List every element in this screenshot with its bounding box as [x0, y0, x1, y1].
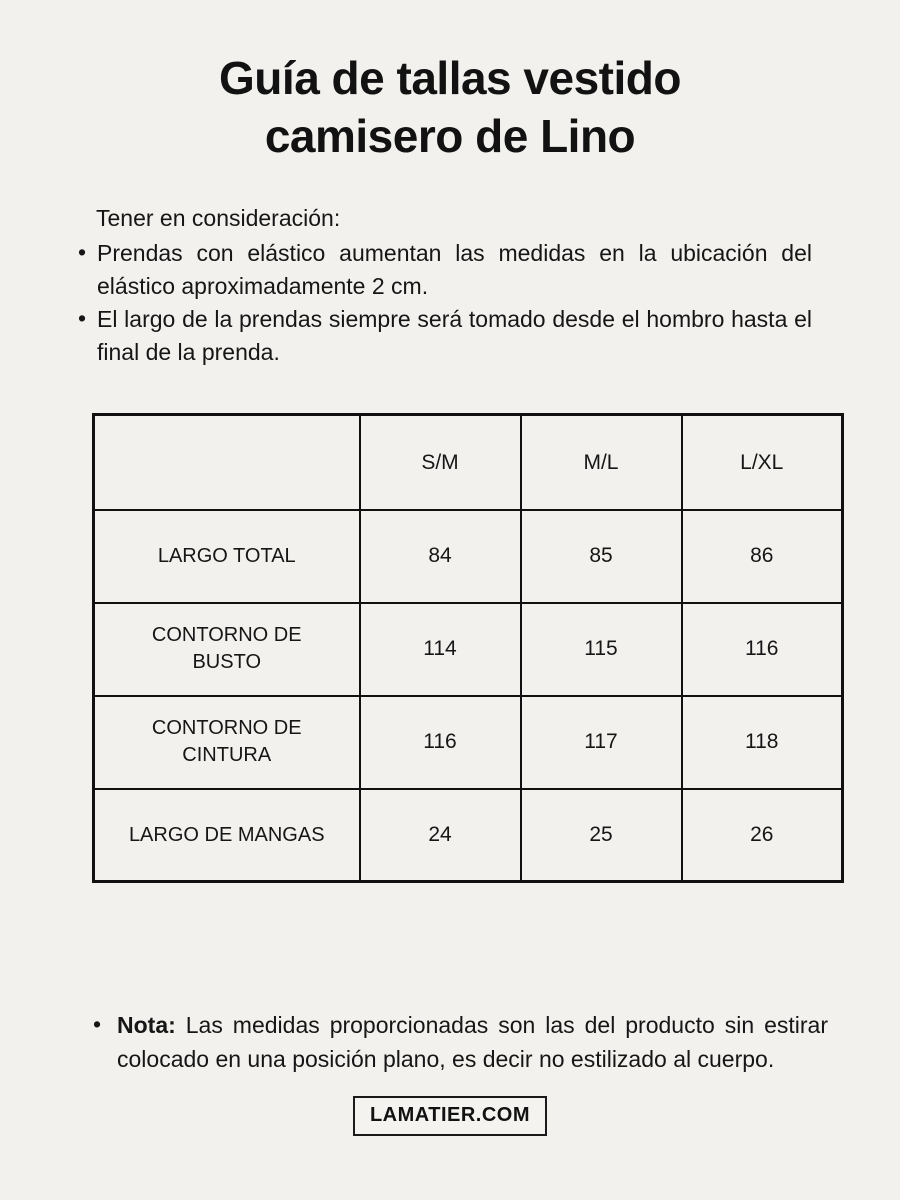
- bullet-icon: •: [78, 305, 87, 332]
- note-text: Las medidas proporcionadas son las del producto sin estirar colocado en una posición plano, es decir no estilizado al cuerpo.: [117, 1012, 828, 1072]
- row-label: LARGO TOTAL: [94, 510, 360, 603]
- footer: [0, 1096, 900, 1136]
- size-table-header-row: [94, 415, 843, 510]
- bullet-icon: •: [93, 1011, 102, 1038]
- cell-value: 117: [521, 696, 682, 789]
- header-cell-empty: [94, 415, 360, 510]
- row-label: CONTORNO DE CINTURA: [94, 696, 360, 789]
- cell-value: 26: [682, 789, 843, 882]
- bullet-icon: •: [78, 239, 87, 266]
- consideration-item: [78, 237, 812, 303]
- header-cell-lxl: L/XL: [682, 415, 843, 510]
- note-label: Nota:: [117, 1012, 176, 1039]
- table-row-largo-mangas: [94, 789, 843, 882]
- cell-value: 114: [360, 603, 521, 696]
- cell-value: 86: [682, 510, 843, 603]
- considerations-heading: Tener en consideración:: [96, 204, 341, 231]
- table-row-contorno-busto: [94, 603, 843, 696]
- cell-value: 118: [682, 696, 843, 789]
- cell-value: 84: [360, 510, 521, 603]
- table-row-contorno-cintura: [94, 696, 843, 789]
- size-table: [92, 413, 844, 883]
- cell-value: 116: [682, 603, 843, 696]
- cell-value: 115: [521, 603, 682, 696]
- page-title-line2: camisero de Lino: [264, 109, 636, 162]
- row-label: CONTORNO DE BUSTO: [94, 603, 360, 696]
- row-label: LARGO DE MANGAS: [94, 789, 360, 882]
- consideration-text: Prendas con elástico aumentan las medidas en la ubicación del elástico aproximadamente 2 cm.: [97, 240, 812, 300]
- considerations-list: [78, 237, 812, 369]
- header-cell-ml: M/L: [521, 415, 682, 510]
- cell-value: 85: [521, 510, 682, 603]
- considerations-section: [78, 202, 812, 370]
- note-paragraph: [93, 1009, 828, 1075]
- consideration-item: [78, 303, 812, 369]
- table-row-largo-total: [94, 510, 843, 603]
- consideration-text: El largo de la prendas siempre será tomado desde el hombro hasta el final de la prenda.: [97, 306, 812, 366]
- cell-value: 25: [521, 789, 682, 882]
- brand-badge: LAMATIER.COM: [353, 1096, 547, 1136]
- page-title: [0, 0, 900, 166]
- cell-value: 116: [360, 696, 521, 789]
- cell-value: 24: [360, 789, 521, 882]
- page-title-line1: Guía de tallas vestido: [219, 52, 681, 104]
- header-cell-sm: S/M: [360, 415, 521, 510]
